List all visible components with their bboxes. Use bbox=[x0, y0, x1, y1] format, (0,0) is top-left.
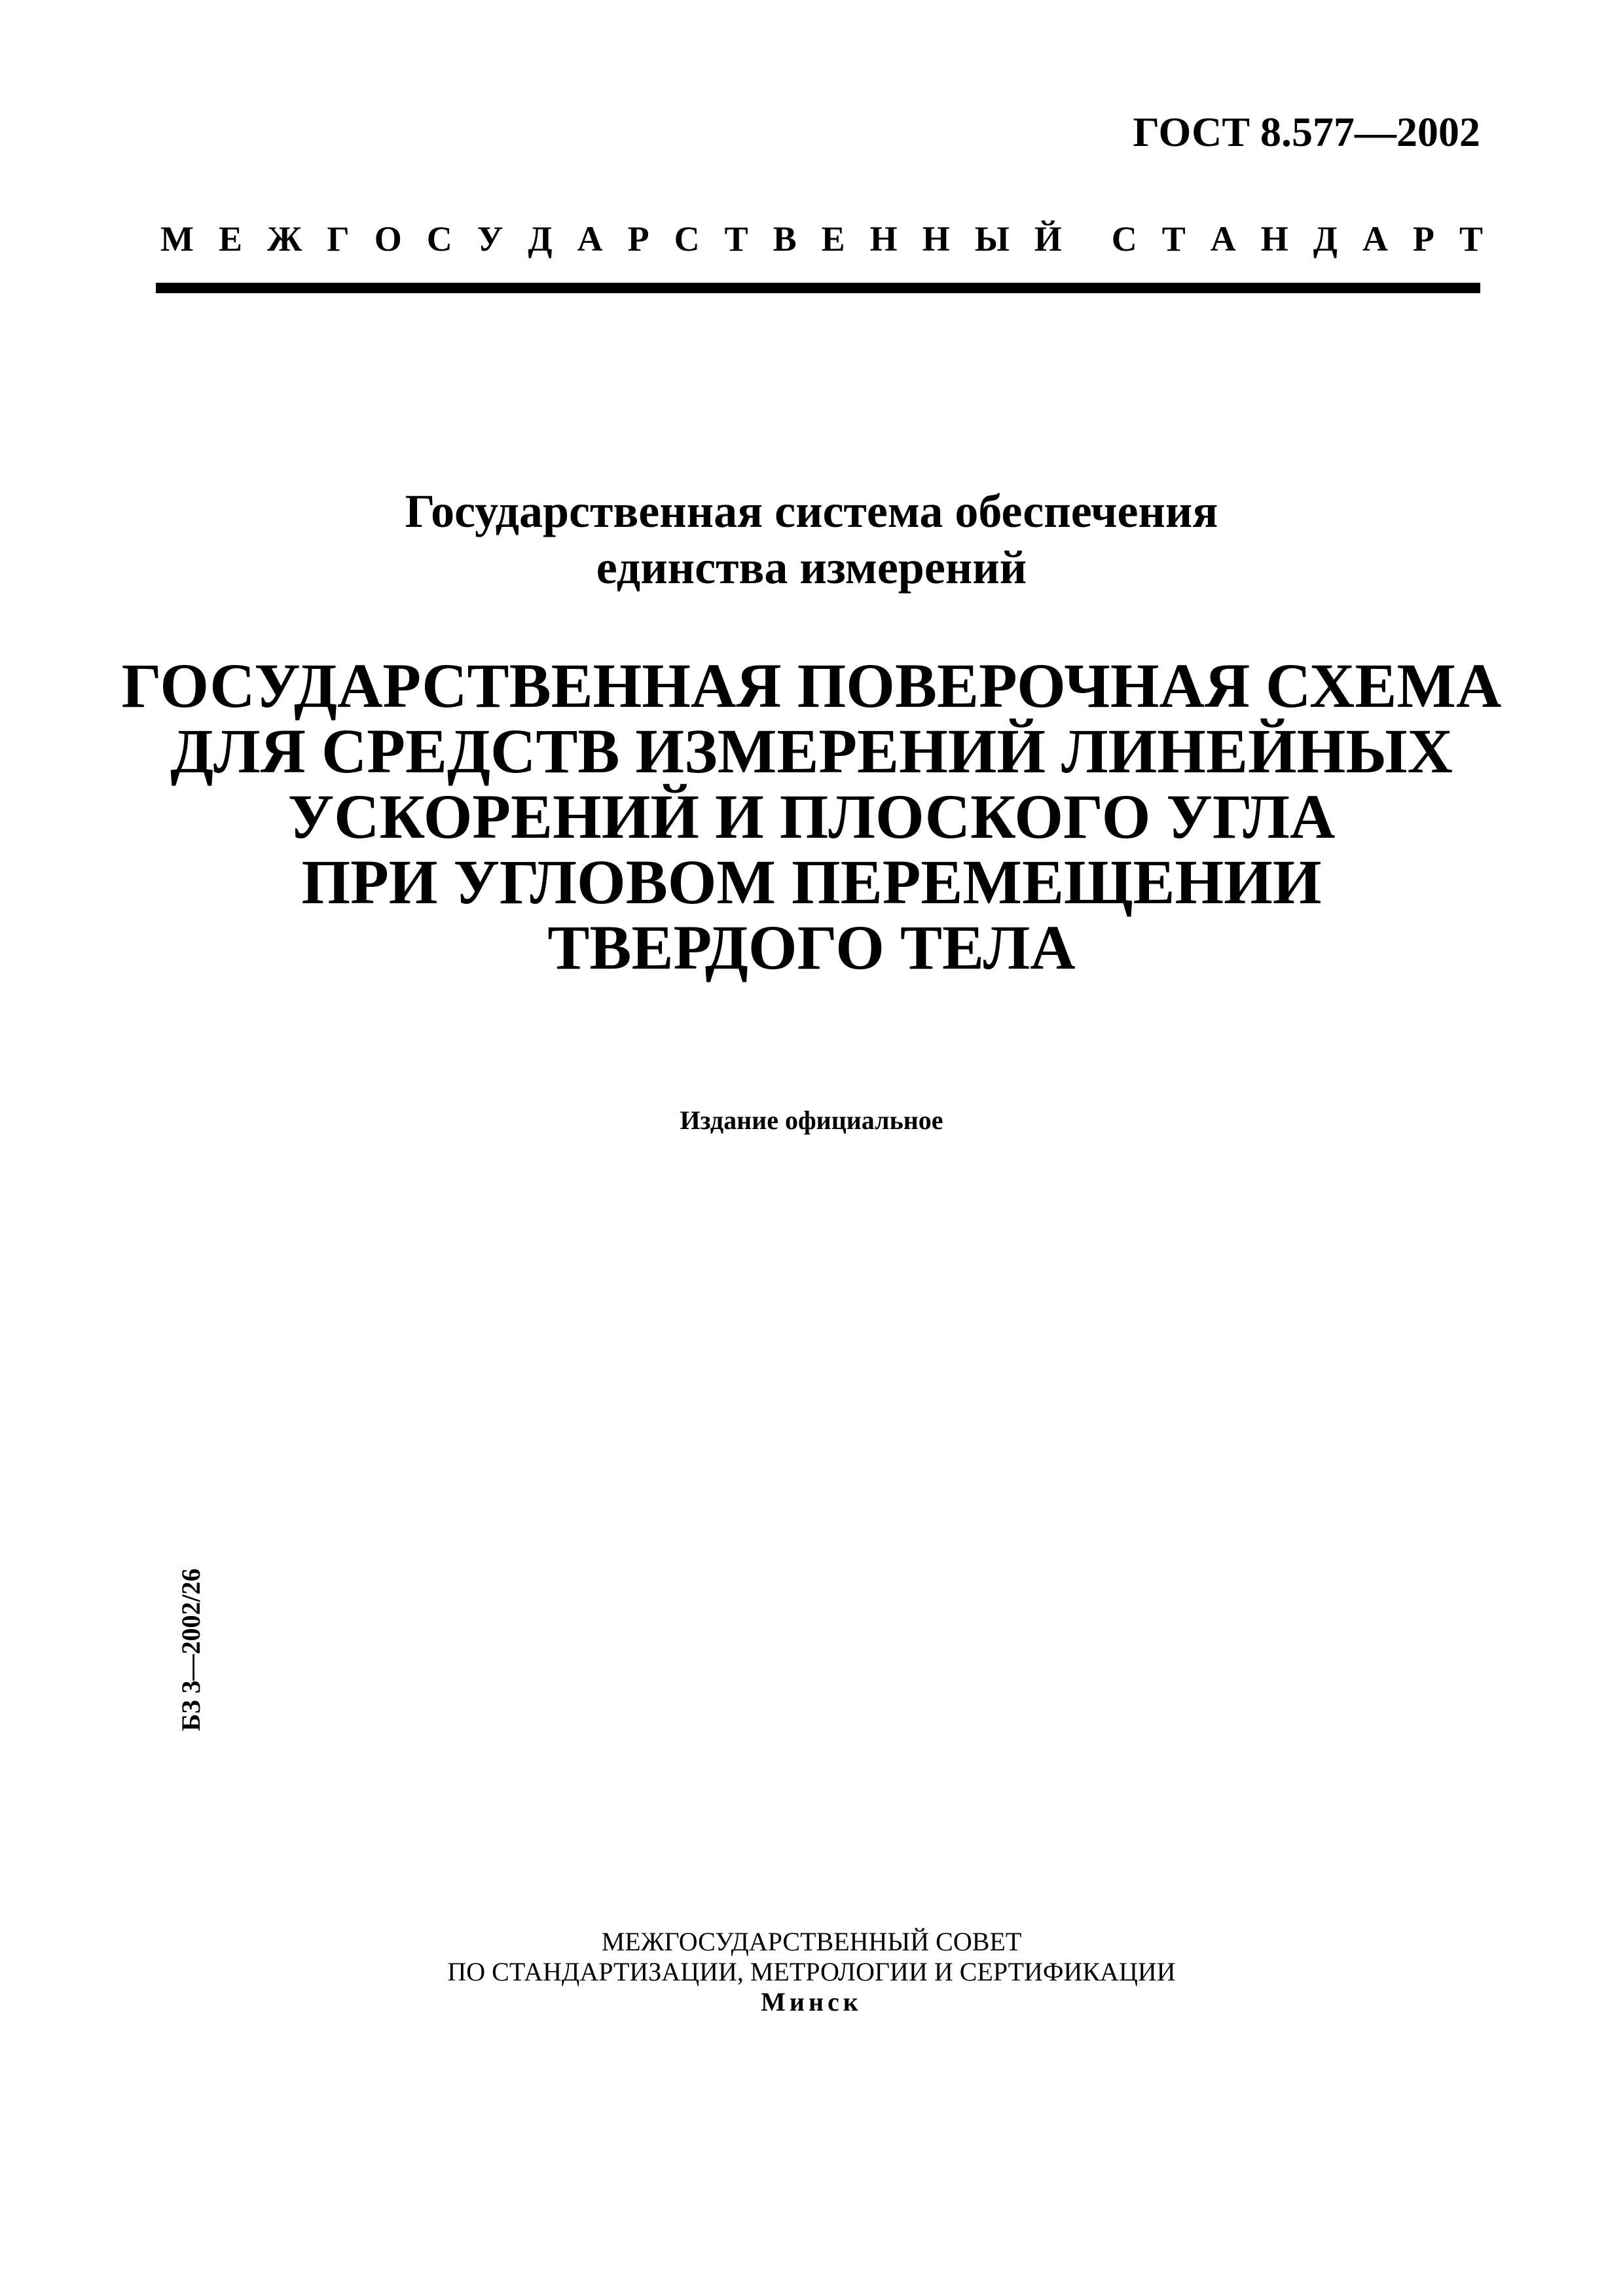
doc-type-letter: А bbox=[1362, 219, 1388, 259]
doc-type-letter: Е bbox=[821, 219, 845, 259]
publisher-block bbox=[0, 1927, 1623, 2017]
system-title bbox=[0, 483, 1623, 596]
system-title-line: Государственная система обеспечения bbox=[405, 485, 1218, 537]
main-title-line: ПРИ УГЛОВОМ ПЕРЕМЕЩЕНИИ bbox=[301, 847, 1322, 917]
doc-type-letter: А bbox=[577, 219, 603, 259]
doc-type-letter: Ж bbox=[267, 219, 302, 259]
doc-type-letter: У bbox=[477, 219, 503, 259]
header-divider bbox=[156, 283, 1480, 293]
doc-type-letter: Р bbox=[1412, 219, 1434, 259]
publisher-line: ПО СТАНДАРТИЗАЦИИ, МЕТРОЛОГИИ И СЕРТИФИКАЦИИ bbox=[447, 1957, 1176, 1986]
publisher-city: Минск bbox=[761, 1987, 862, 2017]
edition-note: Издание официальное bbox=[680, 1105, 943, 1135]
doc-type-letter: Д bbox=[1313, 219, 1338, 259]
document-type-heading bbox=[160, 221, 1483, 257]
doc-type-letter: Т bbox=[1459, 219, 1483, 259]
doc-type-letter: А bbox=[1210, 219, 1236, 259]
doc-type-letter: С bbox=[1111, 219, 1137, 259]
doc-type-letter: Н bbox=[1260, 219, 1288, 259]
doc-type-letter: Н bbox=[869, 219, 898, 259]
doc-type-letter: Д bbox=[528, 219, 553, 259]
main-title-line: УСКОРЕНИЙ И ПЛОСКОГО УГЛА bbox=[287, 781, 1336, 852]
main-title-line: ТВЕРДОГО ТЕЛА bbox=[547, 912, 1076, 982]
doc-type-letter: Е bbox=[218, 219, 242, 259]
side-code: БЗ 3—2002/26 bbox=[176, 1568, 206, 1731]
document-number: ГОСТ 8.577—2002 bbox=[1133, 109, 1480, 155]
doc-type-letter: Й bbox=[1034, 219, 1062, 259]
main-title-line: ГОСУДАРСТВЕННАЯ ПОВЕРОЧНАЯ СХЕМА bbox=[121, 651, 1502, 721]
doc-type-letter: Н bbox=[922, 219, 950, 259]
doc-type-letter: Ы bbox=[974, 219, 1010, 259]
doc-type-letter: О bbox=[374, 219, 402, 259]
doc-type-letter: С bbox=[426, 219, 452, 259]
main-title-line: ДЛЯ СРЕДСТВ ИЗМЕРЕНИЙ ЛИНЕЙНЫХ bbox=[170, 716, 1453, 786]
doc-type-letter: М bbox=[160, 219, 194, 259]
doc-type-letter: Т bbox=[724, 219, 748, 259]
doc-type-letter: Т bbox=[1161, 219, 1186, 259]
doc-type-letter: С bbox=[674, 219, 700, 259]
main-title bbox=[0, 653, 1623, 980]
doc-type-letter: Г bbox=[327, 219, 350, 259]
doc-type-letter: В bbox=[773, 219, 797, 259]
system-title-line: единства измерений bbox=[596, 541, 1027, 594]
doc-type-letter: Р bbox=[627, 219, 649, 259]
publisher-line: МЕЖГОСУДАРСТВЕННЫЙ СОВЕТ bbox=[601, 1927, 1022, 1956]
